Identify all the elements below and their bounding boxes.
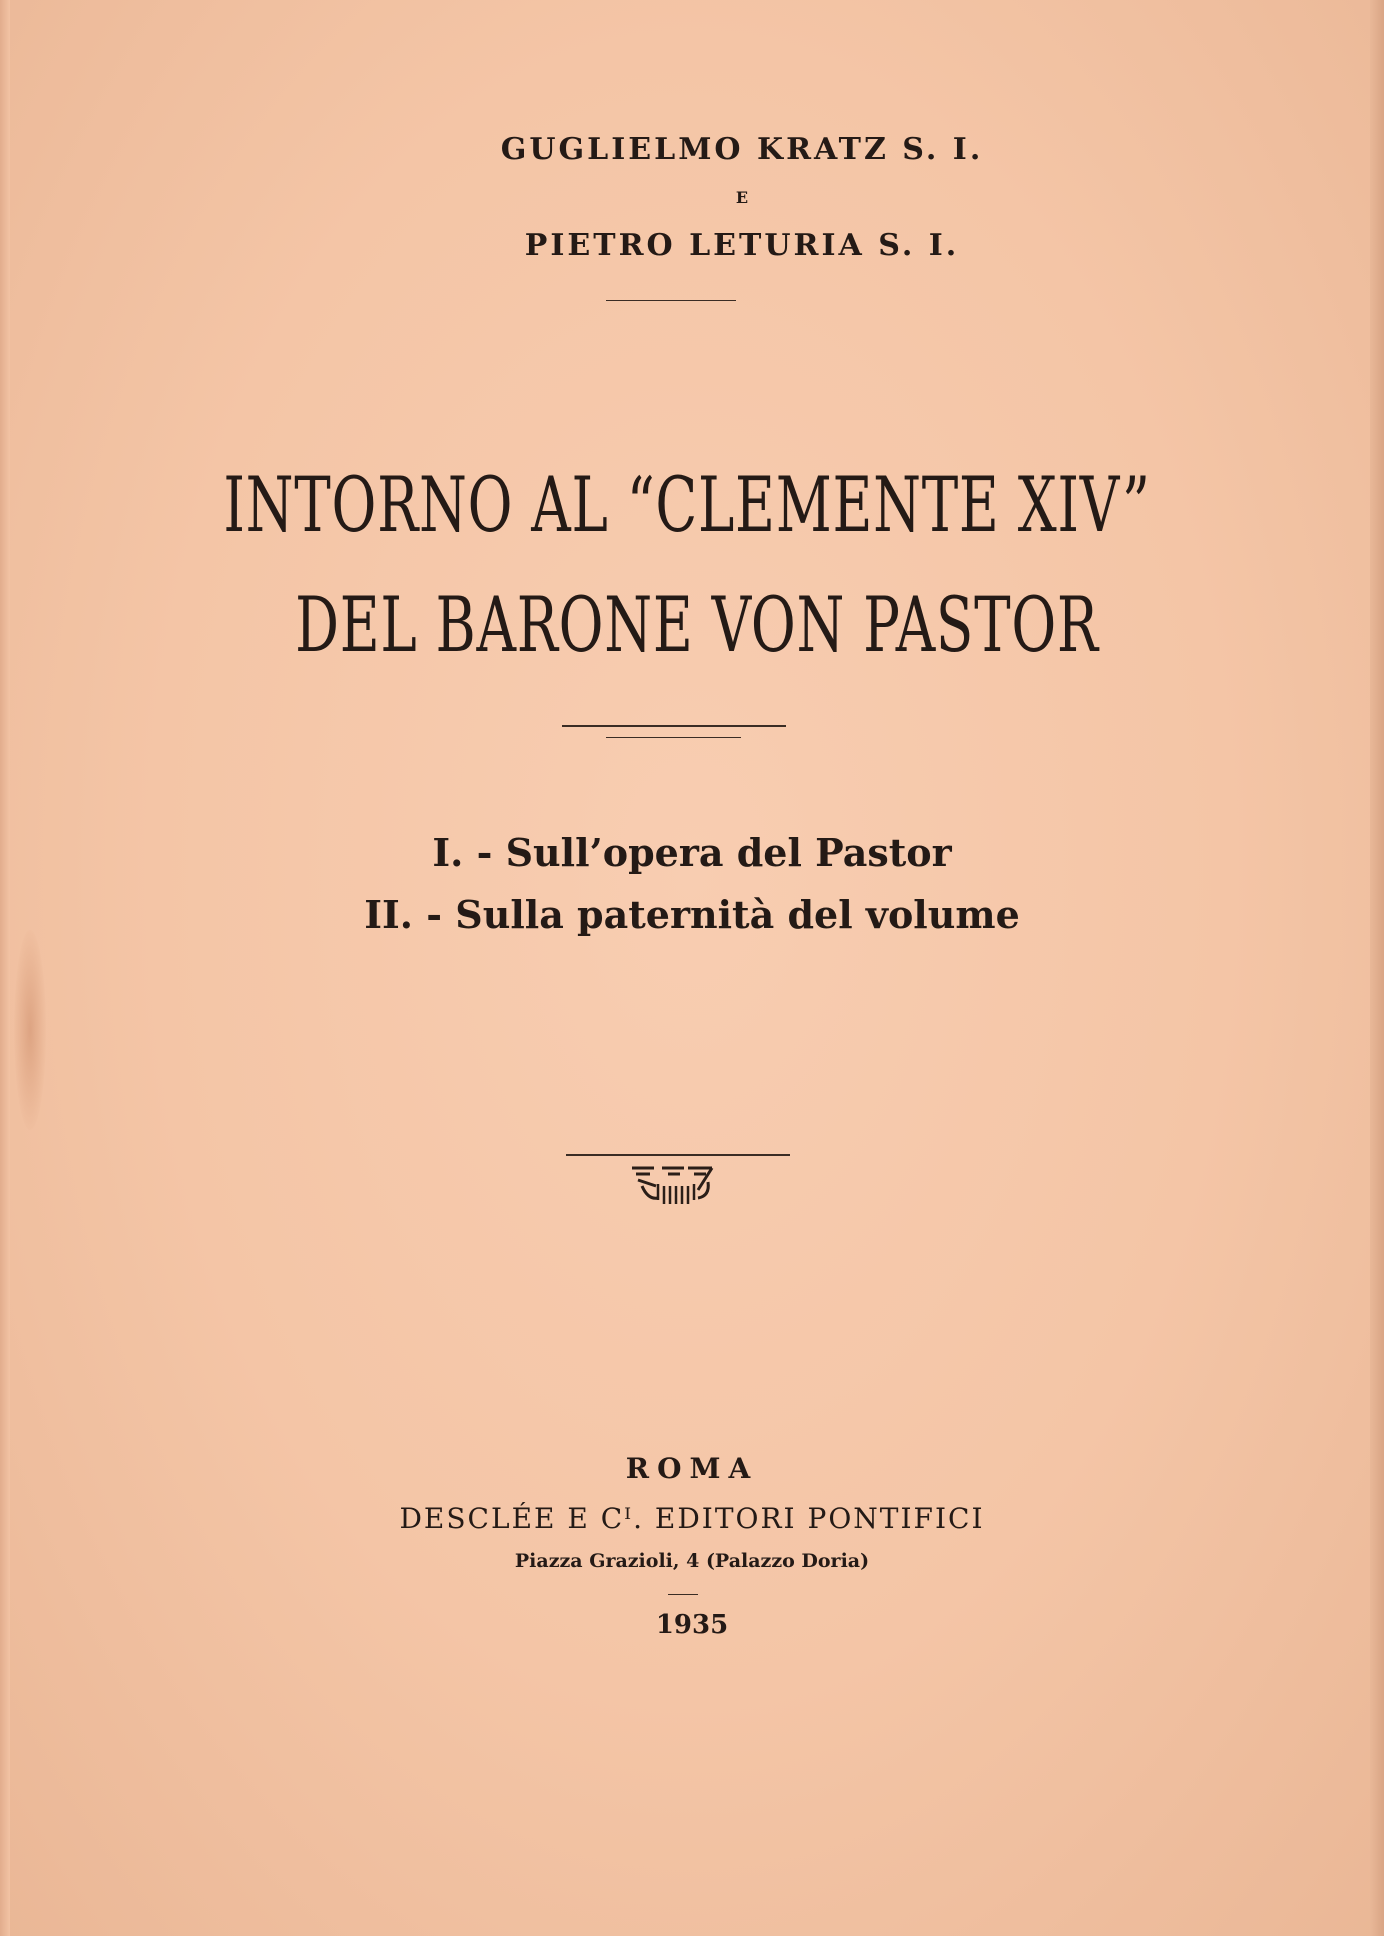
part-one-heading: I. - Sull’opera del Pastor [432, 830, 952, 875]
title-line-2: DEL BARONE VON PASTOR [295, 580, 1099, 669]
title-divider-lower [606, 737, 741, 738]
year-divider [668, 1594, 698, 1595]
title-divider-upper [562, 725, 786, 727]
title-line-1: INTORNO AL “CLEMENTE XIV” [223, 460, 1151, 549]
ornament-rule [566, 1154, 790, 1156]
imprint-year: 1935 [655, 1610, 729, 1640]
paper-stain [14, 930, 46, 1130]
paper-edge-left [0, 0, 10, 1936]
author-conjunction: E [735, 188, 749, 207]
imprint-city: ROMA [625, 1452, 759, 1485]
ornament-icon [628, 1160, 738, 1210]
author-second: PIETRO LETURIA S. I. [524, 228, 960, 263]
imprint-address: Piazza Grazioli, 4 (Palazzo Doria) [514, 1550, 870, 1572]
part-two-heading: II. - Sulla paternità del volume [364, 892, 1020, 937]
paper-edge-right [1370, 0, 1384, 1936]
authors-divider [606, 300, 736, 301]
imprint-publisher: DESCLÉE E Cᴵ. EDITORI PONTIFICI [399, 1502, 985, 1535]
author-first: GUGLIELMO KRATZ S. I. [500, 132, 984, 167]
